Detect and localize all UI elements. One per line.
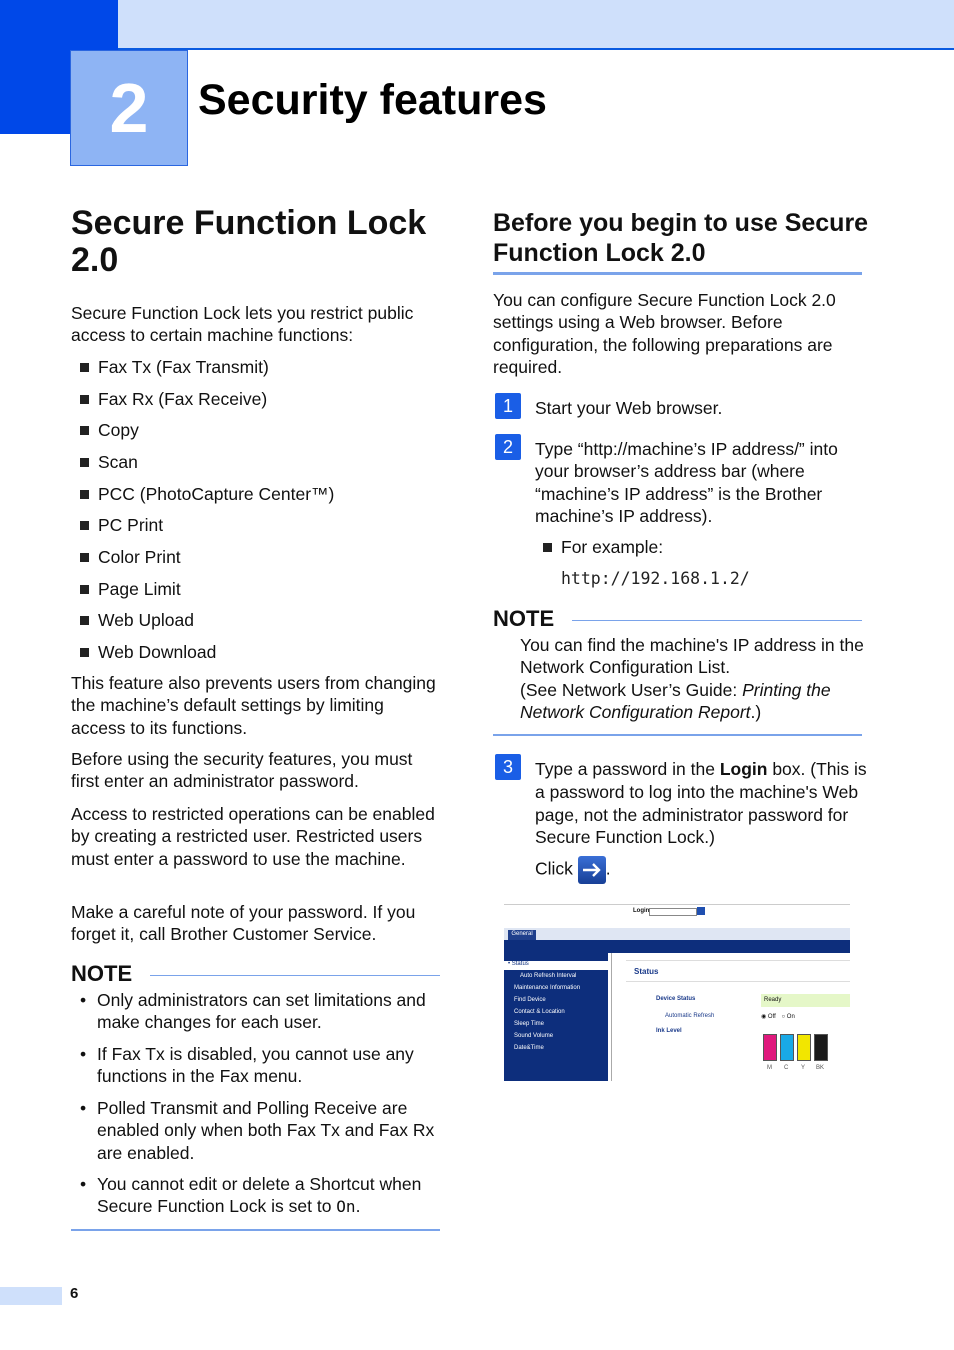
bullet-square-icon bbox=[80, 521, 89, 530]
note-item: • Polled Transmit and Polling Receive are enabled only when both Fax Tx and Fax Rx are enabled. bbox=[80, 1098, 435, 1163]
login-label: Login bbox=[633, 908, 650, 914]
dot-bullet-icon: • bbox=[80, 1174, 87, 1194]
code-on: On bbox=[336, 1197, 356, 1217]
ink-bar-yellow bbox=[797, 1034, 811, 1061]
step-number: 2 bbox=[495, 434, 521, 460]
header-rule bbox=[118, 48, 954, 50]
note-bottom-rule bbox=[493, 734, 862, 736]
paragraph: Make a careful note of your password. If you forget it, call Brother Customer Service. bbox=[71, 902, 416, 945]
page-number: 6 bbox=[70, 1285, 79, 1302]
list-item: PCC (PhotoCapture Center™) bbox=[80, 484, 334, 505]
bullet-square-icon bbox=[80, 363, 89, 372]
note-item: • Only administrators can set limitations and make changes for each user. bbox=[80, 990, 426, 1033]
tab-general[interactable]: General bbox=[508, 930, 536, 940]
note-heading: NOTE bbox=[71, 961, 133, 986]
step-number: 3 bbox=[495, 754, 521, 780]
bullet-square-icon bbox=[80, 553, 89, 562]
paragraph: Access to restricted operations can be enabled by creating a restricted user. Restricted users must enter a password to use the machine. bbox=[71, 804, 435, 869]
ink-label: M bbox=[767, 1065, 772, 1071]
subsection-title: Before you begin to use Secure Function Lock 2.0 bbox=[493, 209, 869, 267]
sidebar-item[interactable]: Sound Volume bbox=[514, 1033, 554, 1039]
ink-bar-magenta bbox=[763, 1034, 777, 1061]
example-label: For example: bbox=[543, 537, 663, 558]
refresh-radio[interactable]: ◉ Off ○ On bbox=[761, 1014, 795, 1020]
bullet-square-icon bbox=[80, 616, 89, 625]
ink-bar-black bbox=[814, 1034, 828, 1061]
section-title: Secure Function Lock 2.0 bbox=[71, 204, 427, 279]
header-band bbox=[0, 0, 954, 49]
radio-empty-icon: ○ bbox=[781, 1014, 786, 1020]
step-number: 1 bbox=[495, 393, 521, 419]
intro-paragraph: You can configure Secure Function Lock 2.0 settings using a Web browser. Before configuration, the following preparations are required. bbox=[493, 290, 836, 378]
list-item: PC Print bbox=[80, 515, 163, 536]
chapter-title: Security features bbox=[198, 76, 547, 124]
intro-paragraph: Secure Function Lock lets you restrict public access to certain machine functions: bbox=[71, 303, 414, 346]
list-item: Fax Tx (Fax Transmit) bbox=[80, 357, 269, 378]
paragraph: Before using the security features, you must first enter an administrator password. bbox=[71, 749, 413, 792]
bullet-square-icon bbox=[80, 490, 89, 499]
device-status-value: Ready bbox=[761, 994, 850, 1007]
list-item: Color Print bbox=[80, 547, 181, 568]
list-item: Web Upload bbox=[80, 610, 194, 631]
ink-label: Y bbox=[801, 1065, 806, 1071]
ink-bar-cyan bbox=[780, 1034, 794, 1061]
bullet-square-icon bbox=[80, 458, 89, 467]
bullet-square-icon bbox=[80, 395, 89, 404]
dot-bullet-icon: • bbox=[80, 1098, 87, 1118]
sidebar-item[interactable]: Find Device bbox=[514, 997, 546, 1003]
login-go-button[interactable] bbox=[697, 907, 705, 915]
radio-selected-icon: ◉ bbox=[761, 1014, 767, 1020]
sidebar-item[interactable]: Sleep Time bbox=[514, 1021, 545, 1027]
sidebar-item[interactable]: Date&Time bbox=[514, 1045, 544, 1051]
ink-label: C bbox=[784, 1065, 789, 1071]
note-heading: NOTE bbox=[493, 606, 555, 631]
arrow-right-icon bbox=[578, 856, 606, 884]
sidebar-item[interactable]: Auto Refresh Interval bbox=[520, 973, 577, 979]
list-item: Fax Rx (Fax Receive) bbox=[80, 389, 267, 410]
note-item: • If Fax Tx is disabled, you cannot use any functions in the Fax menu. bbox=[80, 1044, 414, 1087]
list-item: Page Limit bbox=[80, 579, 181, 600]
auto-refresh-label: Automatic Refresh bbox=[665, 1013, 715, 1019]
list-item: Copy bbox=[80, 420, 139, 441]
sidebar-item[interactable]: Maintenance Information bbox=[514, 985, 581, 991]
bullet-square-icon bbox=[80, 585, 89, 594]
note-item: • You cannot edit or delete a Shortcut when Secure Function Lock is set to On. bbox=[80, 1174, 422, 1217]
note-rule bbox=[572, 620, 862, 621]
click-instruction: Click . bbox=[535, 856, 611, 884]
dot-bullet-icon: • bbox=[80, 990, 87, 1010]
status-heading: Status bbox=[634, 967, 659, 976]
list-item: Web Download bbox=[80, 642, 216, 663]
example-url: http://192.168.1.2/ bbox=[561, 569, 750, 588]
page-number-band bbox=[0, 1287, 62, 1305]
device-status-label: Device Status bbox=[656, 996, 696, 1002]
note-reference: (See Network User’s Guide: Printing the Network Configuration Report.) bbox=[520, 680, 831, 723]
ink-levels bbox=[763, 1034, 833, 1074]
bullet-square-icon bbox=[80, 426, 89, 435]
login-input[interactable] bbox=[649, 908, 697, 916]
web-ui-screenshot bbox=[504, 904, 850, 1081]
sidebar bbox=[504, 953, 608, 1081]
bullet-square-icon bbox=[543, 543, 552, 552]
bullet-square-icon bbox=[80, 648, 89, 657]
step-text: Type “http://machine’s IP address/” into your browser’s address bar (where “machine’s IP address” is the Brother machine’s IP address). bbox=[535, 439, 838, 527]
note-text: You can find the machine's IP address in the Network Configuration List. bbox=[520, 635, 864, 678]
note-rule bbox=[150, 975, 440, 976]
ink-label: BK bbox=[816, 1065, 825, 1071]
paragraph: This feature also prevents users from changing the machine’s default settings by limiting access to its functions. bbox=[71, 673, 436, 738]
step-text: Type a password in the Login box. (This is a password to log into the machine's Web page, not the administrator password for Secure Function Lock.) bbox=[535, 759, 867, 848]
sidebar-item[interactable]: Contact & Location bbox=[514, 1009, 565, 1015]
list-item: Scan bbox=[80, 452, 138, 473]
dot-bullet-icon: • bbox=[80, 1044, 87, 1064]
login-arrow-button[interactable] bbox=[578, 856, 606, 884]
sidebar-item-status[interactable]: • Status bbox=[504, 961, 608, 970]
chapter-number: 2 bbox=[70, 50, 188, 166]
ink-level-label: Ink Level bbox=[656, 1028, 682, 1034]
note-bottom-rule bbox=[71, 1229, 440, 1231]
step-text: Start your Web browser. bbox=[535, 398, 723, 418]
subsection-rule bbox=[493, 272, 862, 275]
